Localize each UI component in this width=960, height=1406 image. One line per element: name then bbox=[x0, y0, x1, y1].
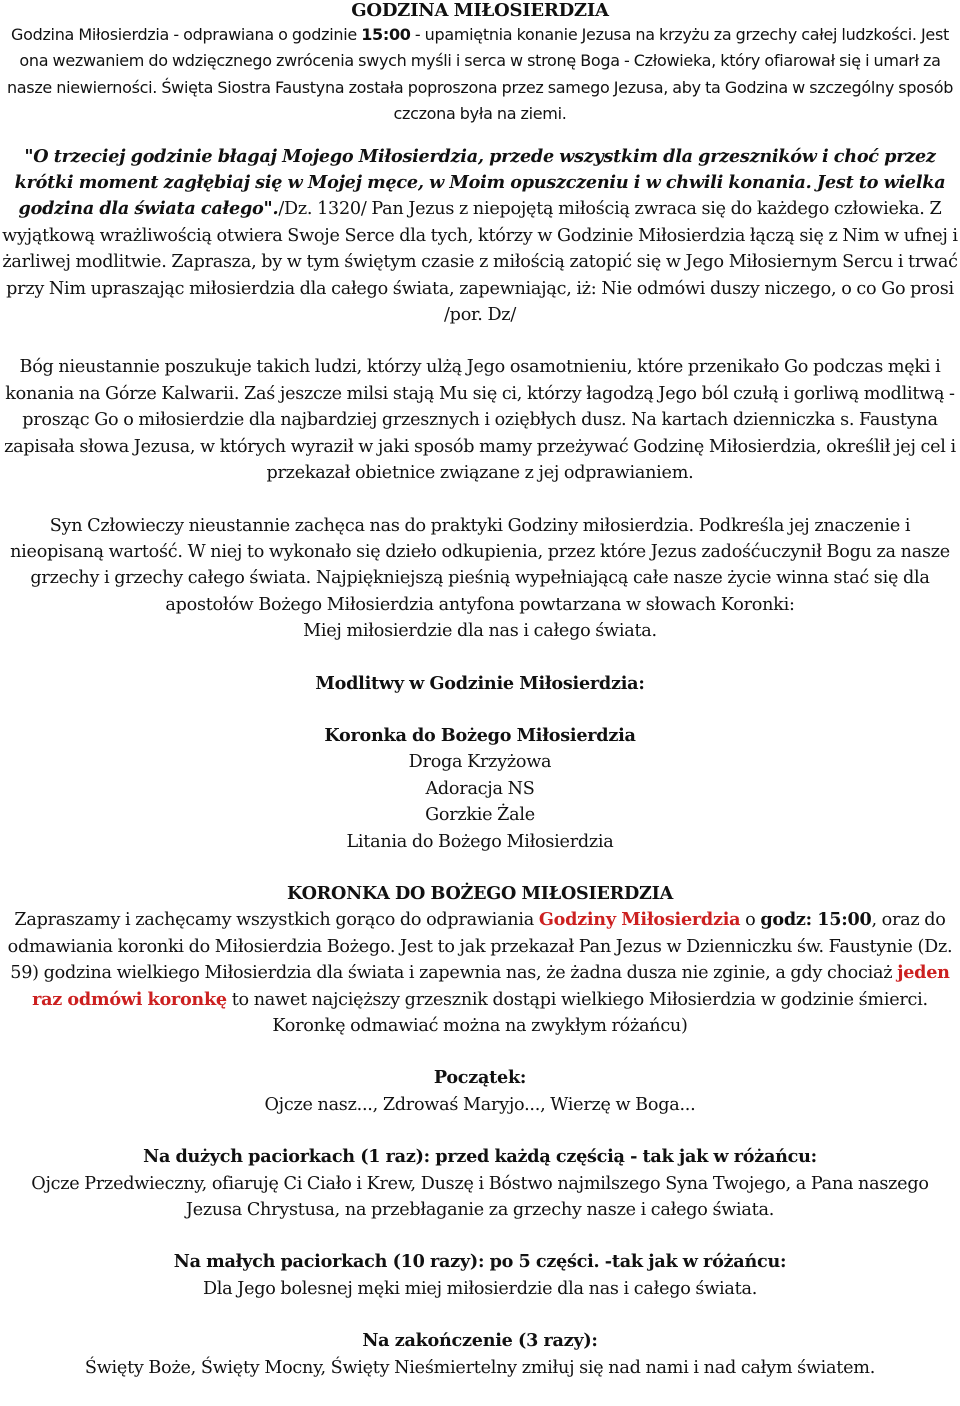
paragraph-2: Bóg nieustannie poszukuje takich ludzi, którzy ulżą Jego osamotnieniu, które przenikało Go podczas męki i konania na Górze Kalwarii. Zaś jeszcze milsi stają Mu się ci, którzy łagodzą Jego ból czułą i gorliwą modlitwą - prosząc Go o miłosierdzie dla najbardziej grzesznych i oziębłych dusz. Na kartach dzienniczka s. Faustyna zapisała słowa Jezusa, w których wyraził w jaki sposób mamy przeżywać Godzinę Miłosierdzia, określił jej cel i przekazał obietnice związane z jej odprawianiem. bbox=[4, 357, 956, 484]
prayer-item: Koronka do Bożego Miłosierdzia bbox=[324, 724, 636, 746]
prayer-item: Litania do Bożego Miłosierdzia bbox=[346, 831, 614, 852]
intro-text-a: Godzina Miłosierdzia - odprawiana o godzinie bbox=[11, 25, 362, 44]
quote-after: /Dz. 1320/ Pan Jezus z niepojętą miłością zwraca się do każdego człowieka. Z wyjątkową wrażliwością otwiera Swoje Serce dla tych, którzy w Godzinie Miłosierdzia łączą się z Nim w ufnej i żarliwej modlitwie. Zaprasza, by w tym świętym czasie z miłością zatopić się w Jego Miłosiernym Sercu i trwać przy Nim upraszając miłosierdzia dla całego świata, zapewniając, iż: Nie odmówi duszy niczego, o co Go prosi /por. Dz/ bbox=[2, 199, 958, 326]
large-beads-text: Ojcze Przedwieczny, ofiaruję Ci Ciało i Krew, Duszę i Bóstwo najmilszego Syna Twojego, a Pana naszego Jezusa Chrystusa, na przebłaganie za grzechy nasze i całego świata. bbox=[31, 1173, 929, 1221]
small-beads-text: Dla Jego bolesnej męki miej miłosierdzie dla nas i całego świata. bbox=[202, 1278, 758, 1299]
intro-time: 15:00 bbox=[361, 25, 411, 44]
start-heading: Początek: bbox=[433, 1067, 527, 1089]
prayer-item: Droga Krzyżowa bbox=[408, 752, 552, 773]
prayers-heading: Modlitwy w Godzinie Miłosierdzia: bbox=[315, 672, 645, 694]
koronka-text-d: to nawet najcięższy grzesznik dostąpi wielkiego Miłosierdzia w godzinie śmierci. Koronkę odmawiać można na zwykłym różańcu) bbox=[226, 989, 928, 1036]
koronka-paragraph bbox=[2, 907, 958, 1039]
koronka-text-b: o bbox=[740, 910, 761, 931]
intro-text-b: - upamiętnia konanie Jezusa na krzyżu za grzechy całej ludzkości. Jest ona wezwaniem do wdzięcznego zwrócenia swych myśli i serca w stronę Boga - Człowieka, który ofiarował się i umarł za nasze niewierności. Święta Siostra Faustyna została poproszona przez samego Jezusa, aby ta Godzina w szczególny sposób czczona była na ziemi. bbox=[6, 25, 954, 124]
intro-paragraph bbox=[2, 22, 958, 128]
paragraph-3: Syn Człowieczy nieustannie zachęca nas do praktyki Godziny miłosierdzia. Podkreśla jej znaczenie i nieopisaną wartość. W niej to wykonało się dzieło odkupienia, przez które Jezus zadośćuczynił Bogu za nasze grzechy i grzechy całego świata. Najpiękniejszą pieśnią wypełniającą całe nasze życie winna stać się dla apostołów Bożego Miłosierdzia antyfona powtarzana w słowach Koronki: bbox=[10, 515, 950, 615]
koronka-text-c: , oraz do odmawiania koronki do Miłosierdzia Bożego. Jest to jak przekazał Pan Jezus w Dzienniczku św. Faustynie (Dz. 59) godzina wielkiego Miłosierdzia dla świata i zapewnia nas, że żadna dusza nie zginie, a gdy chociaż bbox=[7, 910, 953, 984]
highlight-time: godz: 15:00 bbox=[760, 909, 872, 931]
start-text: Ojcze nasz..., Zdrowaś Maryjo..., Wierzę w Boga... bbox=[264, 1094, 696, 1115]
title-godzina: GODZINA MIŁOSIERDZIA bbox=[351, 0, 609, 21]
koronka-text-a: Zapraszamy i zachęcamy wszystkich gorąco do odprawiania bbox=[14, 910, 539, 931]
end-heading: Na zakończenie (3 razy): bbox=[362, 1330, 598, 1352]
prayer-item: Adoracja NS bbox=[425, 778, 535, 799]
prayer-item: Gorzkie Żale bbox=[425, 805, 535, 826]
small-beads-heading: Na małych paciorkach (10 razy): po 5 części. -tak jak w różańcu: bbox=[173, 1251, 787, 1273]
antiphon: Miej miłosierdzie dla nas i całego świata. bbox=[303, 621, 657, 642]
highlight-jeden-raz: jeden raz odmówi koronkę bbox=[32, 962, 950, 1010]
large-beads-heading: Na dużych paciorkach (1 raz): przed każdą częścią - tak jak w różańcu: bbox=[143, 1146, 817, 1168]
end-text: Święty Boże, Święty Mocny, Święty Nieśmiertelny zmiłuj się nad nami i nad całym światem. bbox=[84, 1357, 876, 1378]
title-koronka: KORONKA DO BOŻEGO MIŁOSIERDZIA bbox=[287, 882, 673, 904]
quote-paragraph bbox=[2, 144, 958, 329]
jesus-quote: "O trzeciej godzinie błagaj Mojego Miłosierdzia, przede wszystkim dla grzeszników i choć przez krótki moment zagłębiaj się w Mojej męce, w Moim opuszczeniu i w chwili konania. Jest to wielka godzina dla świata całego". bbox=[14, 145, 946, 220]
highlight-godziny: Godziny Miłosierdzia bbox=[538, 909, 741, 931]
